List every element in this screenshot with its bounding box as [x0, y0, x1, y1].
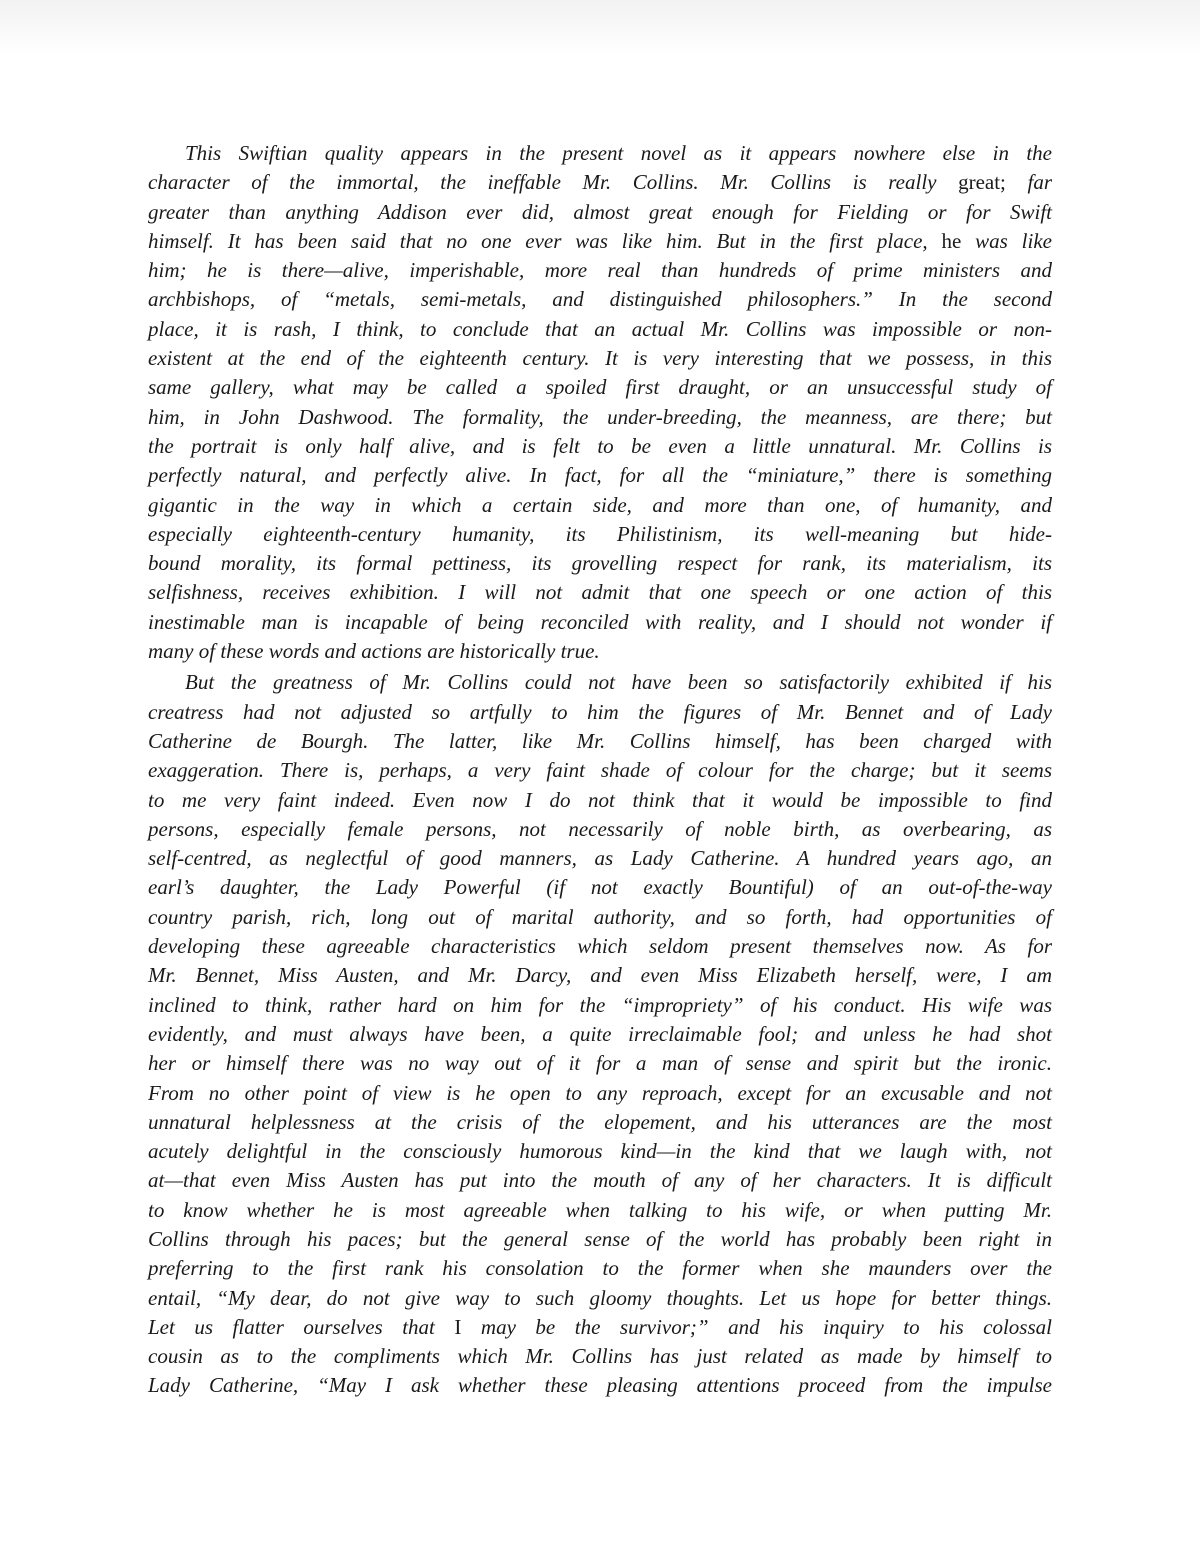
text-run: himself. It has been said that no one ever was like him. But in the first place,: [148, 228, 942, 253]
text-run: But the greatness of Mr. Collins could not have been so satisfactorily exhibited if his: [185, 670, 1052, 695]
text-run: From no other point of view is he open to any reproach, except for an excusable and not: [148, 1080, 1052, 1105]
text-run: gigantic in the way in which a certain side, and more than one, of humanity, and: [148, 492, 1052, 517]
roman-emphasis: great;: [958, 170, 1006, 195]
text-run: inestimable man is incapable of being reconciled with reality, and I should not wonder if: [148, 609, 1052, 634]
text-run: archbishops, of “metals, semi-metals, and distinguished philosophers.” In the second: [148, 287, 1052, 312]
text-run: Collins through his paces; but the general sense of the world has probably been right in: [148, 1226, 1052, 1251]
text-run: place, it is rash, I think, to conclude that an actual Mr. Collins was impossible or non-: [148, 316, 1052, 341]
text-run: many of these words and actions are historically true.: [148, 639, 600, 664]
text-line: [148, 756, 1052, 785]
text-run: to know whether he is most agreeable when talking to his wife, or when putting Mr.: [148, 1197, 1052, 1222]
page-text: [148, 139, 1052, 1401]
text-run: existent at the end of the eighteenth century. It is very interesting that we possess, in this: [148, 346, 1052, 371]
text-line: [148, 1225, 1052, 1254]
text-line: [148, 520, 1052, 549]
text-run: Catherine de Bourgh. The latter, like Mr. Collins himself, has been charged with: [148, 728, 1052, 753]
text-line: [148, 1079, 1052, 1108]
text-line: [148, 608, 1052, 637]
text-line: [148, 903, 1052, 932]
text-line: [148, 727, 1052, 756]
text-run: persons, especially female persons, not necessarily of noble birth, as overbearing, as: [148, 816, 1052, 841]
text-run: self-centred, as neglectful of good manners, as Lady Catherine. A hundred years ago, an: [148, 846, 1052, 871]
text-line: [148, 1020, 1052, 1049]
text-line: [148, 1196, 1052, 1225]
text-run: bound morality, its formal pettiness, its grovelling respect for rank, its materialism, its: [148, 551, 1052, 576]
text-line: [148, 491, 1052, 520]
text-run: acutely delightful in the consciously humorous kind—in the kind that we laugh with, not: [148, 1139, 1052, 1164]
text-line: [148, 668, 1052, 697]
text-line: [148, 461, 1052, 490]
text-run: the portrait is only half alive, and is felt to be even a little unnatural. Mr. Collins is: [148, 433, 1052, 458]
roman-emphasis: I: [454, 1314, 462, 1339]
text-line: [148, 698, 1052, 727]
roman-emphasis: he: [941, 228, 962, 253]
text-run: Let us flatter ourselves that: [148, 1314, 455, 1339]
text-line: [148, 578, 1052, 607]
text-run: especially eighteenth-century humanity, its Philistinism, its well-meaning but hide-: [148, 521, 1052, 546]
text-run: far: [1005, 170, 1052, 195]
text-run: selfishness, receives exhibition. I will not admit that one speech or one action of this: [148, 580, 1052, 605]
text-line: [148, 1049, 1052, 1078]
text-line: [148, 198, 1052, 227]
text-line: [148, 844, 1052, 873]
text-line: [148, 139, 1052, 168]
text-line: [148, 1284, 1052, 1313]
text-run: Mr. Bennet, Miss Austen, and Mr. Darcy, and even Miss Elizabeth herself, were, I am: [148, 963, 1052, 988]
text-line: [148, 373, 1052, 402]
text-line: [148, 932, 1052, 961]
text-run: her or himself there was no way out of it for a man of sense and spirit but the ironic.: [148, 1051, 1052, 1076]
text-line: [148, 315, 1052, 344]
text-run: developing these agreeable characteristics which seldom present themselves now. As for: [148, 934, 1052, 959]
text-run: may be the survivor;” and his inquiry to his colossal: [461, 1314, 1052, 1339]
text-line: [148, 227, 1052, 256]
text-run: him, in John Dashwood. The formality, the under-breeding, the meanness, are there; but: [148, 404, 1052, 429]
text-run: exaggeration. There is, perhaps, a very faint shade of colour for the charge; but it seems: [148, 758, 1052, 783]
text-run: greater than anything Addison ever did, almost great enough for Fielding or for Swift: [148, 199, 1052, 224]
paragraph: [148, 139, 1052, 666]
text-run: him; he is there—alive, imperishable, more real than hundreds of prime ministers and: [148, 258, 1052, 283]
text-run: earl’s daughter, the Lady Powerful (if not exactly Bountiful) of an out-of-the-way: [148, 875, 1052, 900]
text-line: [148, 991, 1052, 1020]
text-line: [148, 1313, 1052, 1342]
text-line: [148, 786, 1052, 815]
text-line: [148, 285, 1052, 314]
text-run: to me very faint indeed. Even now I do not think that it would be impossible to find: [148, 787, 1052, 812]
text-run: was like: [961, 228, 1052, 253]
text-line: [148, 637, 1052, 666]
text-line: [148, 1108, 1052, 1137]
text-line: [148, 344, 1052, 373]
text-run: entail, “My dear, do not give way to such gloomy thoughts. Let us hope for better things.: [148, 1285, 1052, 1310]
text-line: [148, 1166, 1052, 1195]
text-line: [148, 403, 1052, 432]
text-run: country parish, rich, long out of marital authority, and so forth, had opportunities of: [148, 904, 1052, 929]
text-run: inclined to think, rather hard on him for the “impropriety” of his conduct. His wife was: [148, 992, 1052, 1017]
text-line: [148, 432, 1052, 461]
paragraph: [148, 668, 1052, 1400]
text-line: [148, 1371, 1052, 1400]
text-run: This Swiftian quality appears in the present novel as it appears nowhere else in the: [185, 141, 1052, 165]
text-run: Lady Catherine, “May I ask whether these pleasing attentions proceed from the impulse: [148, 1373, 1052, 1398]
text-line: [148, 961, 1052, 990]
text-run: character of the immortal, the ineffable Mr. Collins. Mr. Collins is really: [148, 170, 959, 195]
text-line: [148, 1254, 1052, 1283]
text-line: [148, 168, 1052, 197]
text-line: [148, 1342, 1052, 1371]
text-run: unnatural helplessness at the crisis of the elopement, and his utterances are the most: [148, 1109, 1052, 1134]
page-top-band: [0, 0, 1200, 56]
text-run: cousin as to the compliments which Mr. Collins has just related as made by himself to: [148, 1344, 1052, 1369]
text-line: [148, 873, 1052, 902]
text-run: same gallery, what may be called a spoiled first draught, or an unsuccessful study of: [148, 375, 1052, 400]
text-line: [148, 815, 1052, 844]
text-run: at—that even Miss Austen has put into the mouth of any of her characters. It is difficult: [148, 1168, 1052, 1193]
text-run: creatress had not adjusted so artfully to him the figures of Mr. Bennet and of Lady: [148, 699, 1052, 724]
text-run: evidently, and must always have been, a quite irreclaimable fool; and unless he had shot: [148, 1021, 1052, 1046]
text-line: [148, 549, 1052, 578]
text-line: [148, 256, 1052, 285]
text-run: perfectly natural, and perfectly alive. In fact, for all the “miniature,” there is something: [148, 463, 1052, 488]
text-run: preferring to the first rank his consolation to the former when she maunders over the: [148, 1256, 1052, 1281]
text-line: [148, 1137, 1052, 1166]
